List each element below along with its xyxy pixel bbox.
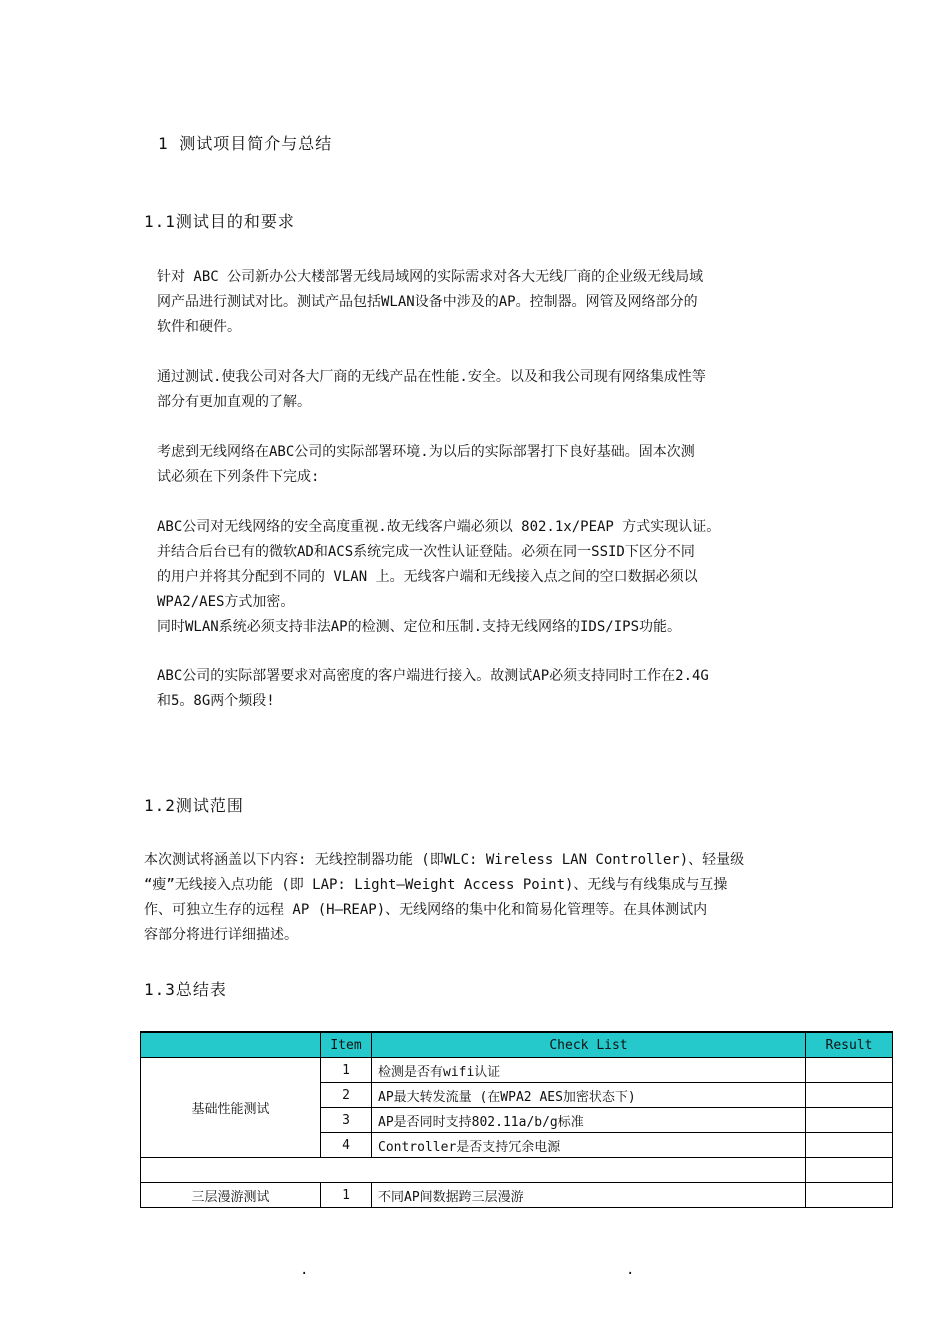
text-line: ABC公司对无线网络的安全高度重视.故无线客户端必须以 802.1x/PEAP 方式实现认证。: [157, 519, 721, 535]
spacer-cell: [141, 1158, 806, 1183]
paragraph-density: [157, 664, 809, 714]
text-line: 同时WLAN系统必须支持非法AP的检测、定位和压制.支持无线网络的IDS/IPS功能。: [157, 619, 682, 635]
text-line: 并结合后台已有的微软AD和ACS系统完成一次性认证登陆。必须在同一SSID下区分不同: [157, 544, 695, 560]
check-cell: 不同AP间数据跨三层漫游: [372, 1183, 806, 1208]
text-line: 考虑到无线网络在ABC公司的实际部署环境.为以后的实际部署打下良好基础。固本次测: [157, 444, 695, 460]
item-cell: 3: [321, 1108, 372, 1133]
header-result: Result: [806, 1032, 893, 1058]
item-cell: 1: [321, 1058, 372, 1083]
footer-right-mark: .: [626, 1262, 635, 1278]
section-1-1-title: 1.1测试目的和要求: [144, 212, 295, 231]
text-line: “瘦”无线接入点功能 (即 LAP: Light—Weight Access Point)、无线与有线集成与互操: [144, 877, 728, 893]
summary-table: [140, 1031, 893, 1208]
paragraph-scope: [144, 848, 809, 948]
header-check-list: Check List: [372, 1032, 806, 1058]
footer-left-mark: .: [300, 1262, 309, 1278]
item-cell: 1: [321, 1183, 372, 1208]
paragraph-purpose: [157, 265, 809, 340]
item-cell: 2: [321, 1083, 372, 1108]
spacer-result-cell: [806, 1158, 893, 1183]
text-line: 软件和硬件。: [157, 319, 241, 335]
category-cell: 三层漫游测试: [141, 1183, 321, 1208]
text-line: 部分有更加直观的了解。: [157, 394, 311, 410]
check-cell: AP是否同时支持802.11a/b/g标准: [372, 1108, 806, 1133]
paragraph-goal: [157, 365, 809, 415]
text-line: 网产品进行测试对比。测试产品包括WLAN设备中涉及的AP。控制器。网管及网络部分的: [157, 294, 698, 310]
table-row: [141, 1183, 893, 1208]
text-line: 和5。8G两个频段!: [157, 693, 275, 709]
result-cell: [806, 1183, 893, 1208]
text-line: 针对 ABC 公司新办公大楼部署无线局域网的实际需求对各大无线厂商的企业级无线局域: [157, 269, 704, 285]
result-cell: [806, 1058, 893, 1083]
text-line: 容部分将进行详细描述。: [144, 927, 298, 943]
result-cell: [806, 1133, 893, 1158]
section-1-3-title: 1.3总结表: [144, 980, 227, 999]
result-cell: [806, 1083, 893, 1108]
result-cell: [806, 1108, 893, 1133]
text-line: 的用户并将其分配到不同的 VLAN 上。无线客户端和无线接入点之间的空口数据必须以: [157, 569, 698, 585]
table-row: [141, 1058, 893, 1083]
table-spacer-row: [141, 1158, 893, 1183]
check-cell: 检测是否有wifi认证: [372, 1058, 806, 1083]
text-line: 试必须在下列条件下完成:: [157, 469, 320, 485]
section-1-title: 1 测试项目简介与总结: [158, 134, 333, 153]
text-line: 通过测试.使我公司对各大厂商的无线产品在性能.安全。以及和我公司现有网络集成性等: [157, 369, 706, 385]
header-category: [141, 1032, 321, 1058]
text-line: 作、可独立生存的远程 AP (H—REAP)、无线网络的集中化和简易化管理等。在具体测试内: [144, 902, 708, 918]
text-line: 本次测试将涵盖以下内容: 无线控制器功能 (即WLC: Wireless LAN Controller)、轻量级: [144, 852, 745, 868]
table-header-row: [141, 1032, 893, 1058]
text-line: WPA2/AES方式加密。: [157, 594, 295, 610]
paragraph-conditions: [157, 440, 809, 490]
category-cell: 基础性能测试: [141, 1058, 321, 1158]
check-cell: AP最大转发流量 (在WPA2 AES加密状态下): [372, 1083, 806, 1108]
section-1-2-title: 1.2测试范围: [144, 796, 244, 815]
item-cell: 4: [321, 1133, 372, 1158]
text-line: ABC公司的实际部署要求对高密度的客户端进行接入。故测试AP必须支持同时工作在2.4G: [157, 668, 709, 684]
header-item: Item: [321, 1032, 372, 1058]
paragraph-security: [157, 515, 809, 640]
check-cell: Controller是否支持冗余电源: [372, 1133, 806, 1158]
